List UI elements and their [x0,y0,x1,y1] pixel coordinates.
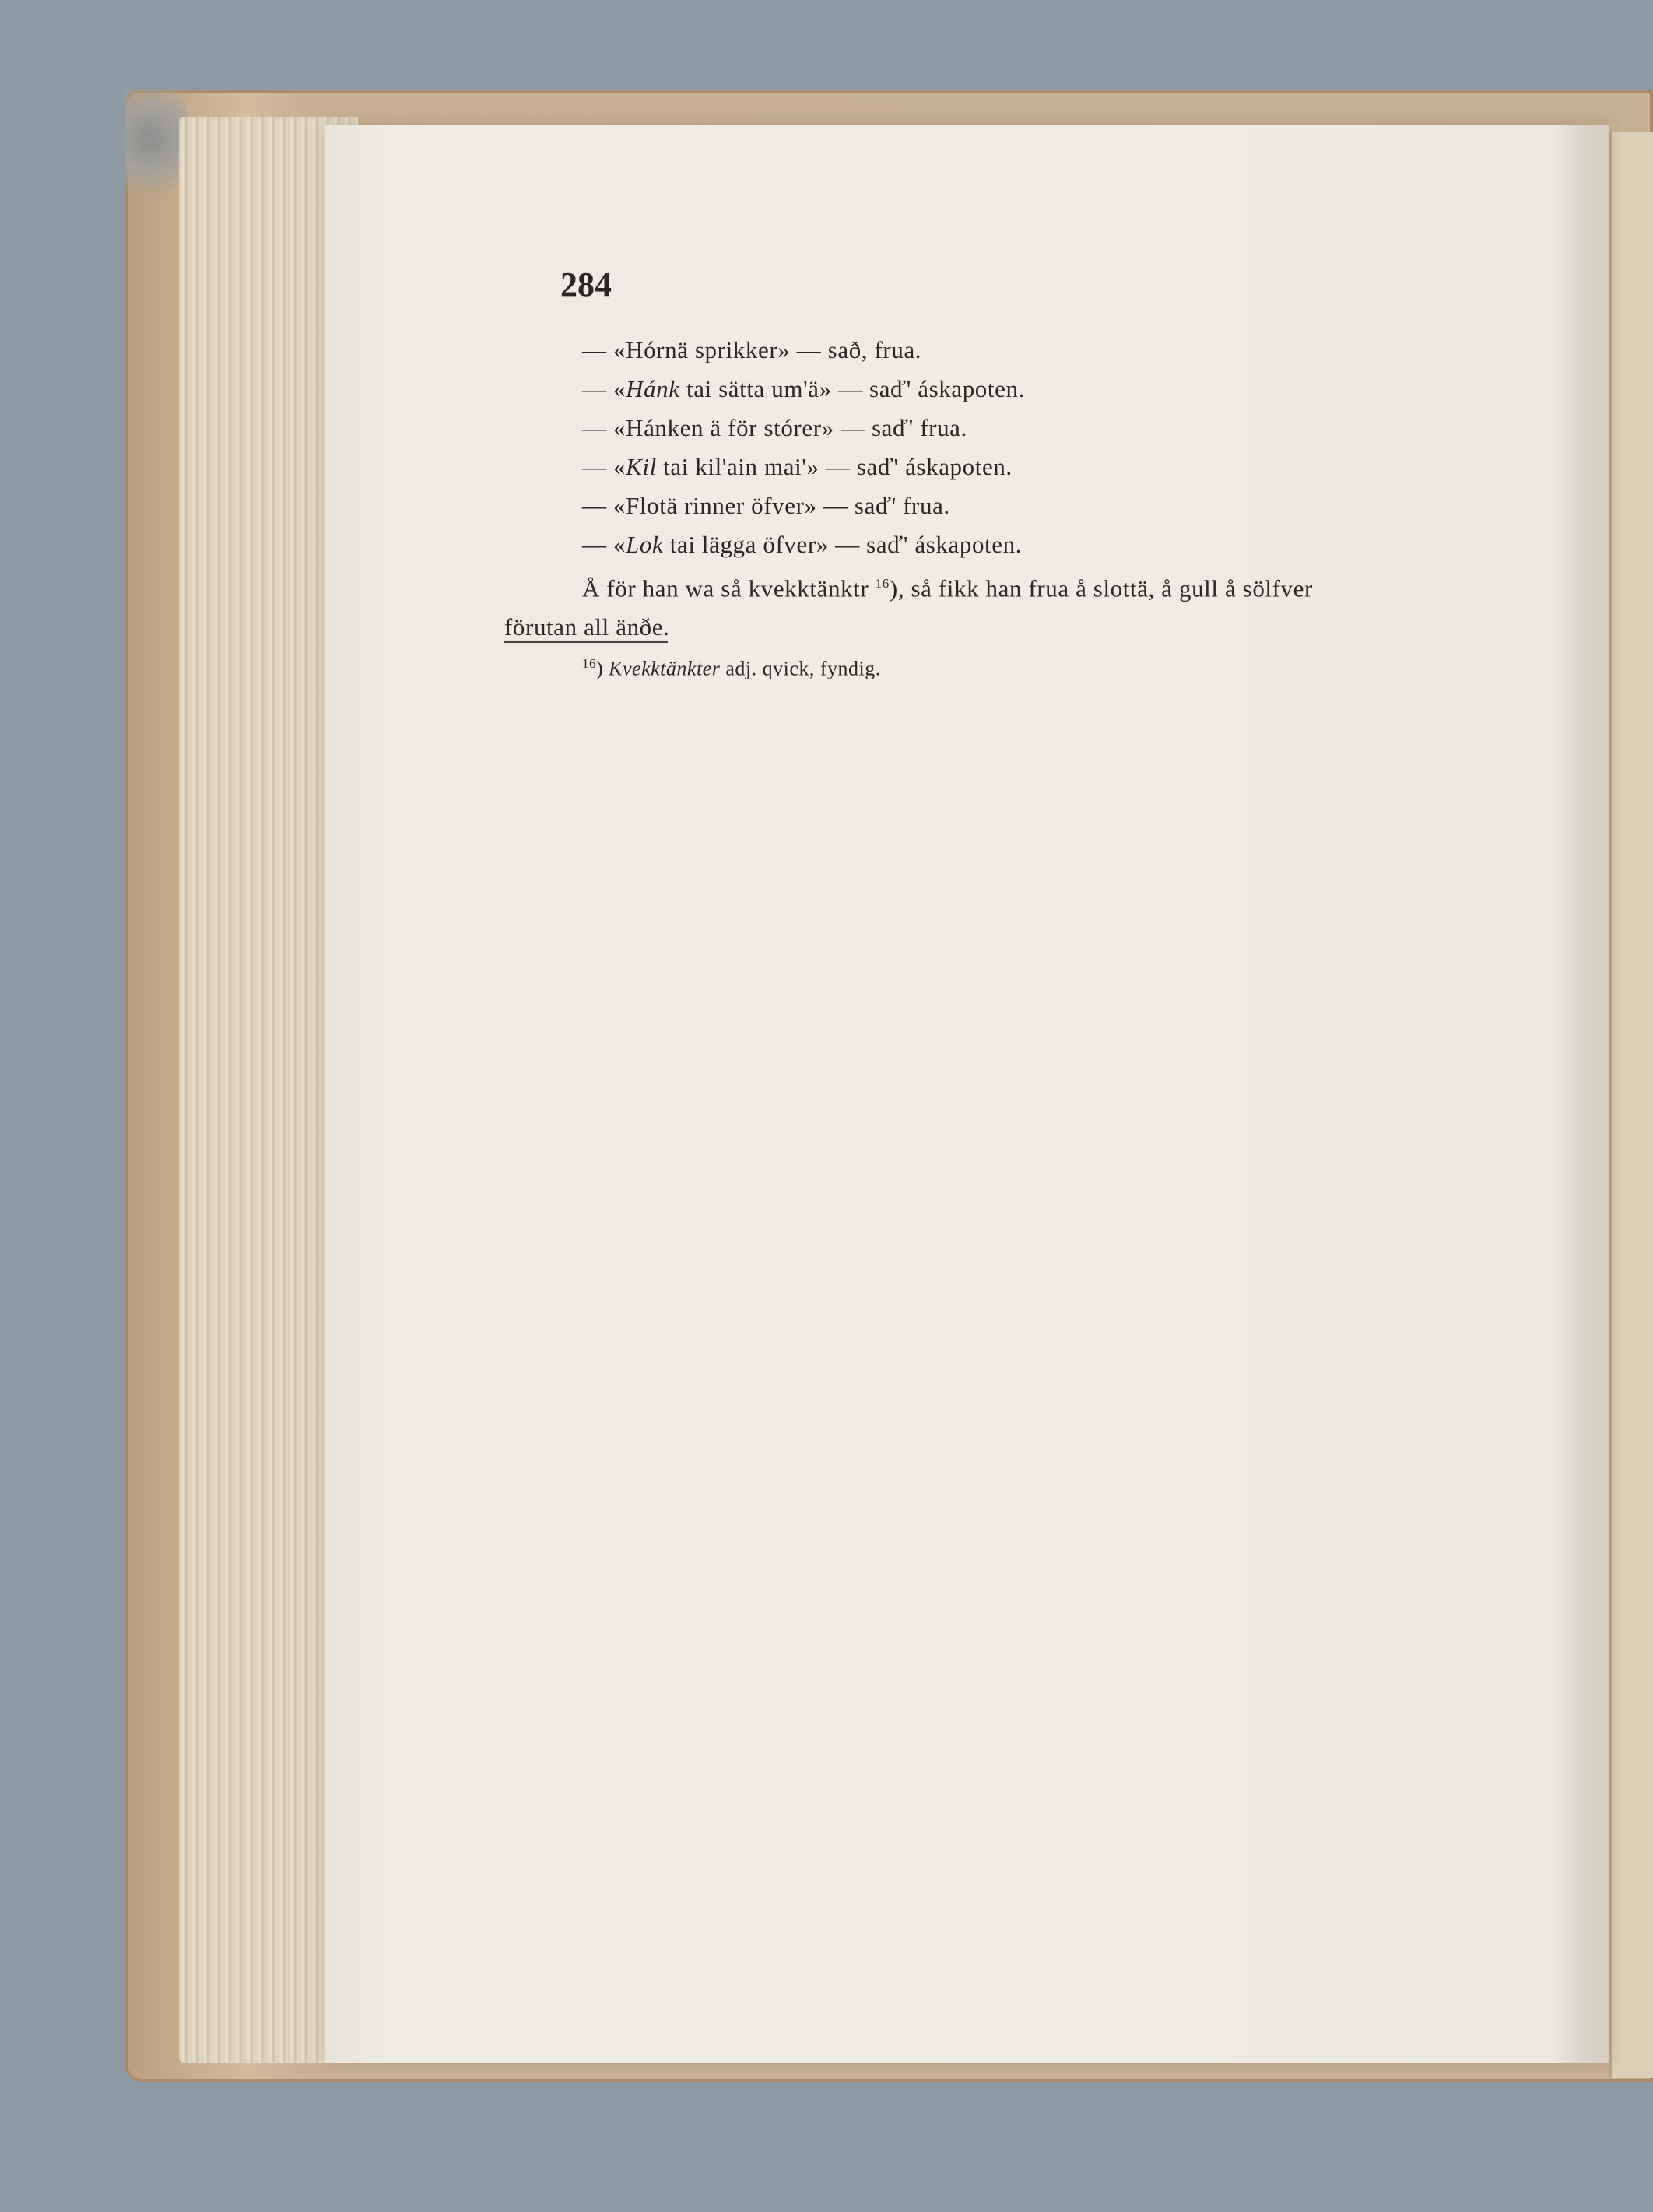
footnote: $^{16}$) Kvekktänkter adj. qvick, fyndig. [582,656,881,680]
text-line: — «Lok tai lägga öfver» — saď' áskapoten. [582,531,1023,558]
footnote-reference: 16 [875,576,890,591]
text-line: — «Kil tai kil'ain mai'» — saď' áskapoten. [582,453,1013,480]
footnote-text: adj. qvick, fyndig. [720,657,881,680]
text-line: — «Flotä rinner öfver» — saď' frua. [582,492,950,519]
text-line: — «Hórnä sprikker» — sað, frua. [582,336,922,363]
page-gutter [1555,125,1609,2063]
binding-wear [125,90,187,214]
footnote-divider [504,641,668,643]
text-line: — «Hánk tai sätta um'ä» — saď' áskapoten. [582,375,1025,402]
footnote-number: 16 [582,656,596,671]
paragraph-line: Å för han wa så kvekktänktr $^{16}$), så fikk han frua å slottä, å gull å sölfver [582,574,1313,602]
facing-page-edge [1609,132,1653,2078]
paragraph-line: förutan all änðe. [504,613,670,641]
page-number: 284 [560,265,612,304]
text-line: — «Hánken ä för stórer» — saď' frua. [582,414,967,441]
main-text [504,331,1539,647]
footnote-term: Kvekktänkter [609,657,721,680]
